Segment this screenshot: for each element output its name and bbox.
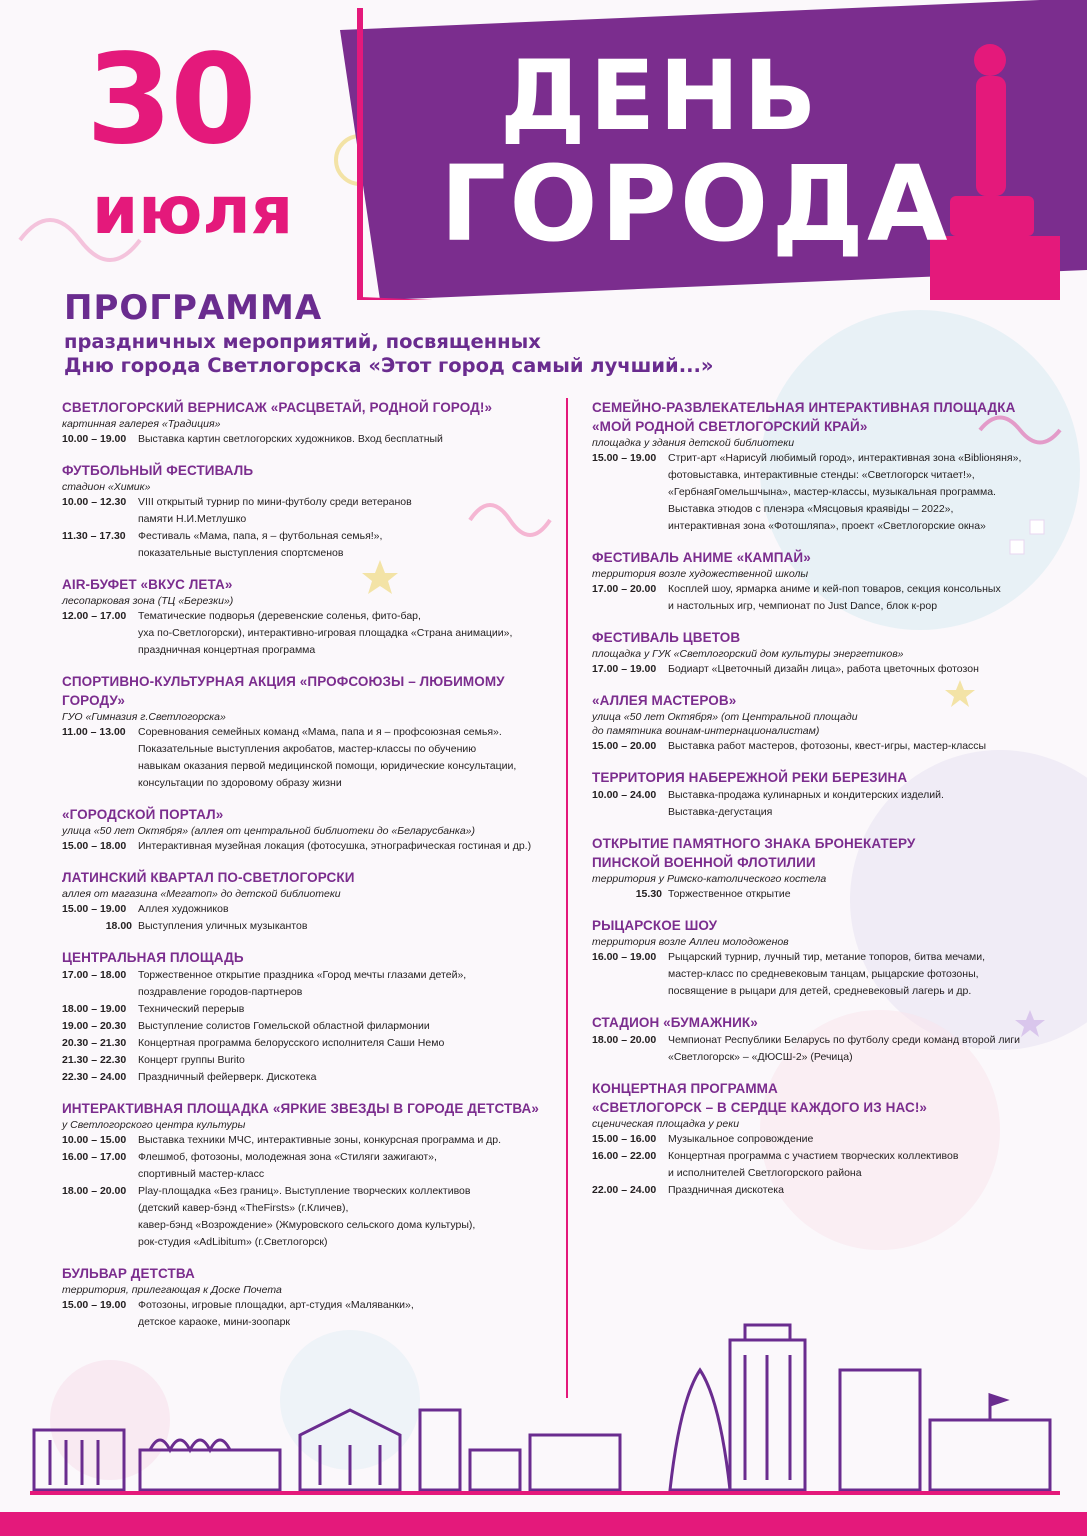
section-location: ГУО «Гимназия г.Светлогорска» (62, 711, 226, 723)
section-location: площадка у ГУК «Светлогорский дом культуры энергетиков» (592, 648, 904, 660)
program-section (592, 834, 1062, 903)
program-section (592, 916, 1062, 1000)
date-month: июля (92, 172, 294, 249)
left-column (62, 398, 552, 1344)
event-row (62, 431, 552, 448)
program-section (592, 628, 1062, 678)
event-time: 21.30 – 22.30 (62, 1054, 127, 1066)
column-divider (566, 398, 568, 1398)
event-description: Чемпионат Республики Беларусь по футболу среди команд второй лиги «Светлогорск» – «ДЮСШ-2» (Речица) (668, 1034, 1021, 1063)
event-time: 18.00 (105, 920, 132, 932)
event-row (62, 1132, 552, 1149)
event-time: 17.00 – 18.00 (62, 969, 127, 981)
event-description: Выступление солистов Гомельской областной филармонии (138, 1020, 430, 1032)
title-line-1: ДЕНЬ (500, 40, 821, 152)
right-column (592, 398, 1062, 1212)
event-time: 10.00 – 12.30 (62, 496, 127, 508)
event-time: 18.00 – 19.00 (62, 1003, 127, 1015)
section-location: у Светлогорского центра культуры (62, 1119, 246, 1131)
event-time: 15.00 – 19.00 (62, 903, 127, 915)
event-row (592, 886, 1062, 903)
subtitle-line-1: праздничных мероприятий, посвященных (64, 330, 541, 353)
event-time: 11.00 – 13.00 (62, 726, 126, 738)
event-row (62, 1183, 552, 1251)
event-row (592, 1131, 1062, 1148)
event-row (592, 1148, 1062, 1182)
event-row (62, 967, 552, 1001)
event-row (62, 838, 552, 855)
event-time: 18.00 – 20.00 (62, 1185, 127, 1197)
section-title: БУЛЬВАР ДЕТСТВА (62, 1266, 195, 1281)
event-description: Бодиарт «Цветочный дизайн лица», работа цветочных фотозон (668, 663, 979, 675)
event-description: Концертная программа с участием творческих коллективов и исполнителей Светлогорского района (668, 1150, 959, 1179)
event-description: Стрит-арт «Нарисуй любимый город», интерактивная зона «Biblioняня», фотовыставка, интерактивные стенды: «Светлогорск читает!», «ГербнаяГомельшчына», мастер-классы, музыкальная программа. Выставка этюдов с пленэра «Мясцовыя краявіды – 2022», интерактивная зона «Фотошляпа», проект «Светлогорские окна» (668, 452, 1022, 532)
event-description: Торжественное открытие праздника «Город мечты глазами детей», поздравление городов-партнеров (138, 969, 467, 998)
event-row (62, 1069, 552, 1086)
event-description: Праздничная дискотека (668, 1184, 784, 1196)
event-description: Play-площадка «Без границ». Выступление творческих коллективов (детский кавер-бэнд «TheFirsts» (г.Кличев), кавер-бэнд «Возрождение» (Жмуровского сельского дома культуры), рок-студия «AdLibitum» (г.Светлогорск) (138, 1185, 476, 1248)
section-location: территория у Римско-католического костела (592, 873, 827, 885)
event-time: 11.30 – 17.30 (62, 530, 126, 542)
section-title: ЦЕНТРАЛЬНАЯ ПЛОЩАДЬ (62, 950, 244, 965)
event-row (592, 949, 1062, 1000)
section-title: ФЕСТИВАЛЬ ЦВЕТОВ (592, 630, 741, 645)
section-title: AIR-БУФЕТ «ВКУС ЛЕТА» (62, 577, 233, 592)
event-time: 19.00 – 20.30 (62, 1020, 127, 1032)
program-section (62, 805, 552, 855)
event-description: Выставка техники МЧС, интерактивные зоны, конкурсная программа и др. (138, 1134, 502, 1146)
city-skyline-illustration (30, 1310, 1060, 1505)
event-row (592, 1182, 1062, 1199)
event-row (62, 1018, 552, 1035)
event-time: 20.30 – 21.30 (62, 1037, 127, 1049)
program-section (592, 691, 1062, 755)
event-time: 15.00 – 19.00 (62, 1299, 127, 1311)
section-title: КОНЦЕРТНАЯ ПРОГРАММА «СВЕТЛОГОРСК – В СЕРДЦЕ КАЖДОГО ИЗ НАС!» (592, 1081, 928, 1115)
event-row (592, 661, 1062, 678)
event-time: 22.00 – 24.00 (592, 1184, 657, 1196)
program-section (592, 398, 1062, 535)
event-description: Выставка картин светлогорских художников. Вход бесплатный (138, 433, 443, 445)
section-location: территория возле художественной школы (592, 568, 809, 580)
event-time: 12.00 – 17.00 (62, 610, 127, 622)
section-location: улица «50 лет Октября» (аллея от центральной библиотеки до «Беларусбанка») (62, 825, 476, 837)
event-description: Выставка-продажа кулинарных и кондитерских изделий. Выставка-дегустация (668, 789, 944, 818)
event-row (62, 901, 552, 918)
date-number: 30 (86, 28, 255, 172)
event-time: 10.00 – 19.00 (62, 433, 127, 445)
section-title: ОТКРЫТИЕ ПАМЯТНОГО ЗНАКА БРОНЕКАТЕРУ ПИНСКОЙ ВОЕННОЙ ФЛОТИЛИИ (592, 836, 916, 870)
section-title: СЕМЕЙНО-РАЗВЛЕКАТЕЛЬНАЯ ИНТЕРАКТИВНАЯ ПЛОЩАДКА «МОЙ РОДНОЙ СВЕТЛОГОРСКИЙ КРАЙ» (592, 400, 1016, 434)
section-location: картинная галерея «Традиция» (62, 418, 221, 430)
section-title: СТАДИОН «БУМАЖНИК» (592, 1015, 758, 1030)
section-title: ЛАТИНСКИЙ КВАРТАЛ ПО-СВЕТЛОГОРСКИ (62, 870, 355, 885)
program-section (62, 672, 552, 792)
event-row (592, 1032, 1062, 1066)
event-time: 16.00 – 19.00 (592, 951, 657, 963)
program-section (62, 868, 552, 935)
section-location: улица «50 лет Октября» (от Центральной площади до памятника воинам-интернационалистам) (592, 711, 858, 737)
event-description: VIII открытый турнир по мини-футболу среди ветеранов памяти Н.И.Метлушко (138, 496, 412, 525)
program-section (592, 1013, 1062, 1066)
event-row (62, 724, 552, 792)
title-line-2: ГОРОДА (440, 143, 951, 265)
event-description: Торжественное открытие (668, 888, 791, 900)
program-section (62, 948, 552, 1086)
event-description: Косплей шоу, ярмарка аниме и кей-поп товаров, секция консольных и настольных игр, чемпионат по Just Dance, блок к-рор (668, 583, 1001, 612)
event-time: 16.00 – 22.00 (592, 1150, 657, 1162)
program-section (62, 398, 552, 448)
event-time: 22.30 – 24.00 (62, 1071, 127, 1083)
section-title: СПОРТИВНО-КУЛЬТУРНАЯ АКЦИЯ «ПРОФСОЮЗЫ – ЛЮБИМОМУ ГОРОДУ» (62, 674, 505, 708)
section-title: ИНТЕРАКТИВНАЯ ПЛОЩАДКА «ЯРКИЕ ЗВЕЗДЫ В ГОРОДЕ ДЕТСТВА» (62, 1101, 539, 1116)
event-time: 16.00 – 17.00 (62, 1151, 127, 1163)
event-description: Концертная программа белорусского исполнителя Саши Немо (138, 1037, 445, 1049)
event-description: Праздничный фейерверк. Дискотека (138, 1071, 317, 1083)
event-description: Выступления уличных музыкантов (138, 920, 308, 932)
event-row (62, 918, 552, 935)
section-title: СВЕТЛОГОРСКИЙ ВЕРНИСАЖ «РАСЦВЕТАЙ, РОДНОЙ ГОРОД!» (62, 400, 493, 415)
section-location: аллея от магазина «Мегатоп» до детской библиотеки (62, 888, 341, 900)
program-section (62, 1099, 552, 1251)
event-time: 15.00 – 18.00 (62, 840, 127, 852)
event-description: Флешмоб, фотозоны, молодежная зона «Стиляги зажигают», спортивный мастер-класс (138, 1151, 437, 1180)
section-location: площадка у здания детской библиотеки (592, 437, 795, 449)
event-row (592, 581, 1062, 615)
section-title: ФУТБОЛЬНЫЙ ФЕСТИВАЛЬ (62, 463, 254, 478)
section-title: «ГОРОДСКОЙ ПОРТАЛ» (62, 807, 224, 822)
event-time: 15.30 (635, 888, 662, 900)
event-row (62, 1052, 552, 1069)
event-time: 15.00 – 16.00 (592, 1133, 657, 1145)
program-section (62, 461, 552, 562)
program-subtitle (64, 330, 714, 378)
section-title: РЫЦАРСКОЕ ШОУ (592, 918, 718, 933)
event-row (592, 738, 1062, 755)
event-row (62, 528, 552, 562)
event-description: Выставка работ мастеров, фотозоны, квест-игры, мастер-классы (668, 740, 987, 752)
event-time: 18.00 – 20.00 (592, 1034, 657, 1046)
event-row (592, 787, 1062, 821)
event-description: Технический перерыв (138, 1003, 245, 1015)
footer-bar (0, 1512, 1087, 1536)
section-title: ФЕСТИВАЛЬ АНИМЕ «КАМПАЙ» (592, 550, 811, 565)
event-description: Фестиваль «Мама, папа, я – футбольная семья!», показательные выступления спортсменов (138, 530, 383, 559)
section-location: сценическая площадка у реки (592, 1118, 740, 1130)
event-time: 15.00 – 20.00 (592, 740, 657, 752)
event-description: Интерактивная музейная локация (фотосушка, этнографическая гостиная и др.) (138, 840, 532, 852)
event-row (62, 1035, 552, 1052)
event-time: 10.00 – 15.00 (62, 1134, 127, 1146)
subtitle-line-2: Дню города Светлогорска «Этот город самый лучший...» (64, 354, 714, 377)
section-location: стадион «Химик» (62, 481, 151, 493)
event-time: 17.00 – 19.00 (592, 663, 657, 675)
event-row (62, 1149, 552, 1183)
section-location: территория возле Аллеи молодоженов (592, 936, 789, 948)
event-row (62, 608, 552, 659)
event-time: 10.00 – 24.00 (592, 789, 657, 801)
program-section (62, 575, 552, 659)
event-row (592, 450, 1062, 535)
event-description: Аллея художников (138, 903, 229, 915)
event-description: Музыкальное сопровождение (668, 1133, 814, 1145)
event-description: Фотозоны, игровые площадки, арт-студия «Маляванки», детское караоке, мини-зоопарк (138, 1299, 414, 1328)
program-section (592, 1079, 1062, 1199)
event-time: 17.00 – 20.00 (592, 583, 657, 595)
section-title: ТЕРРИТОРИЯ НАБЕРЕЖНОЙ РЕКИ БЕРЕЗИНА (592, 770, 908, 785)
section-location: лесопарковая зона (ТЦ «Березки») (62, 595, 234, 607)
program-section (592, 768, 1062, 821)
event-description: Рыцарский турнир, лучный тир, метание топоров, битва мечами, мастер-класс по средневековым танцам, рыцарские фотозоны, посвящение в рыцари для детей, средневековый лагерь и др. (668, 951, 986, 997)
event-row (62, 494, 552, 528)
program-heading: ПРОГРАММА (64, 288, 323, 328)
section-location: территория, прилегающая к Доске Почета (62, 1284, 282, 1296)
event-description: Концерт группы Burito (138, 1054, 245, 1066)
event-time: 15.00 – 19.00 (592, 452, 657, 464)
event-description: Тематические подворья (деревенские соленья, фито-бар, уха по-Светлогорски), интерактивно-игровая площадка «Страна анимации», праздничная концертная программа (138, 610, 513, 656)
section-title: «АЛЛЕЯ МАСТЕРОВ» (592, 693, 737, 708)
program-section (592, 548, 1062, 615)
event-description: Соревнования семейных команд «Мама, папа и я – профсоюзная семья». Показательные выступления акробатов, мастер-классы по обучению навыкам оказания первой медицинской помощи, юридические консультации, консультации по здоровому образу жизни (138, 726, 517, 789)
event-row (62, 1001, 552, 1018)
